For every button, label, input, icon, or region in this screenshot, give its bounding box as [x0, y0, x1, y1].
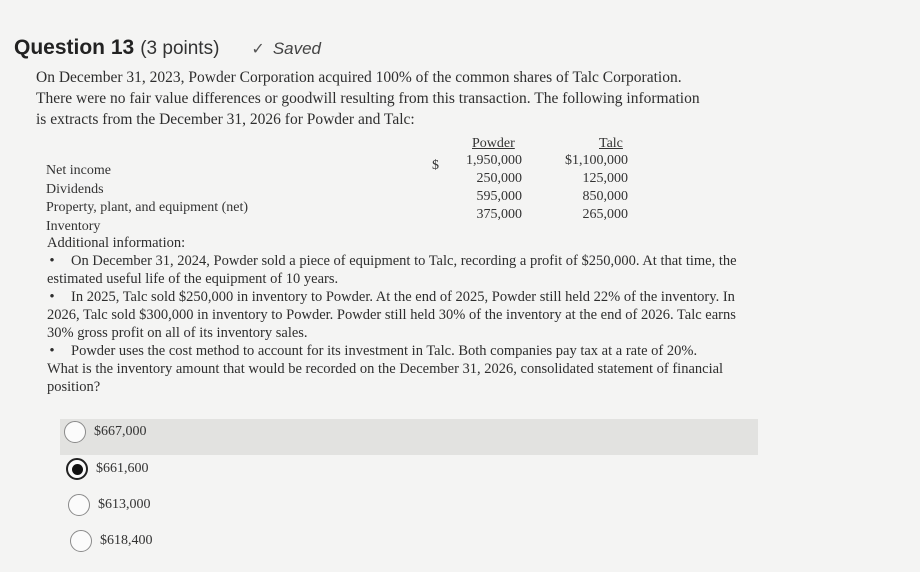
row-label: Inventory	[46, 218, 101, 234]
row-labels	[46, 162, 248, 236]
answer-option-c[interactable]	[68, 494, 151, 516]
bullet-1-cont: estimated useful life of the equipment of 10 years.	[47, 271, 339, 287]
bullet-icon: •	[49, 343, 55, 359]
row-label: Property, plant, and equipment (net)	[46, 200, 249, 215]
check-icon: ✓	[251, 41, 265, 58]
radio-button-selected[interactable]	[66, 458, 88, 480]
powder-values	[464, 152, 522, 224]
option-label[interactable]: $667,000	[94, 424, 147, 439]
stem-line-2: There were no fair value differences or goodwill resulting from this transaction. The following information	[36, 90, 700, 107]
radio-button[interactable]	[64, 421, 86, 443]
answer-option-a[interactable]	[64, 421, 147, 443]
bullet-2-cont2: 30% gross profit on all of its inventory sales.	[47, 325, 308, 341]
option-label[interactable]: $661,600	[96, 461, 149, 476]
col-header-powder: Powder	[472, 136, 515, 151]
stem-line-1: On December 31, 2023, Powder Corporation acquired 100% of the common shares of Talc Corporation.	[36, 69, 682, 86]
stem-line-3: is extracts from the December 31, 2026 for Powder and Talc:	[36, 111, 415, 128]
option-label[interactable]: $618,400	[100, 533, 153, 548]
powder-value: 1,950,000	[466, 153, 522, 168]
additional-heading: Additional information:	[47, 235, 186, 251]
powder-value: 595,000	[476, 189, 522, 204]
option-hover-highlight	[60, 419, 758, 455]
powder-value: 250,000	[476, 171, 522, 186]
row-label: Dividends	[46, 181, 104, 197]
radio-button[interactable]	[70, 530, 92, 552]
bullet-3: • Powder uses the cost method to account for its investment in Talc. Both companies pay tax at a rate of 20%.	[47, 342, 762, 360]
talc-value: 125,000	[582, 171, 628, 186]
talc-value: 850,000	[582, 189, 628, 204]
powder-value: 375,000	[476, 207, 522, 222]
option-label[interactable]: $613,000	[98, 497, 151, 512]
question-title: Question 13	[14, 36, 135, 59]
saved-label: Saved	[272, 39, 322, 58]
saved-status	[251, 39, 321, 59]
additional-information	[47, 234, 762, 396]
answer-option-b[interactable]	[66, 458, 149, 480]
col-header-talc: Talc	[599, 136, 623, 151]
row-label: Net income	[46, 163, 111, 178]
financial-data-table	[44, 134, 644, 238]
bullet-icon: •	[49, 253, 55, 269]
question-prompt-2: position?	[47, 379, 101, 395]
talc-values	[556, 152, 628, 224]
talc-value: $1,100,000	[565, 153, 628, 168]
answer-option-d[interactable]	[70, 530, 153, 552]
question-points: (3 points)	[140, 38, 220, 59]
dollar-sign: $	[432, 158, 439, 173]
bullet-icon: •	[49, 289, 55, 305]
question-stem	[36, 67, 766, 130]
question-prompt-1: What is the inventory amount that would be recorded on the December 31, 2026, consolidated statement of financial	[47, 361, 724, 377]
talc-value: 265,000	[582, 207, 628, 222]
question-header	[14, 36, 321, 60]
bullet-2: • In 2025, Talc sold $250,000 in inventory to Powder. At the end of 2025, Powder still held 22% of the inventory. In	[47, 288, 762, 306]
bullet-2-cont: 2026, Talc sold $300,000 in inventory to Powder. Powder still held 30% of the inventory at the end of 2026. Talc earns	[47, 307, 736, 323]
radio-button[interactable]	[68, 494, 90, 516]
bullet-1: • On December 31, 2024, Powder sold a piece of equipment to Talc, recording a profit of $250,000. At that time, the	[47, 252, 762, 270]
